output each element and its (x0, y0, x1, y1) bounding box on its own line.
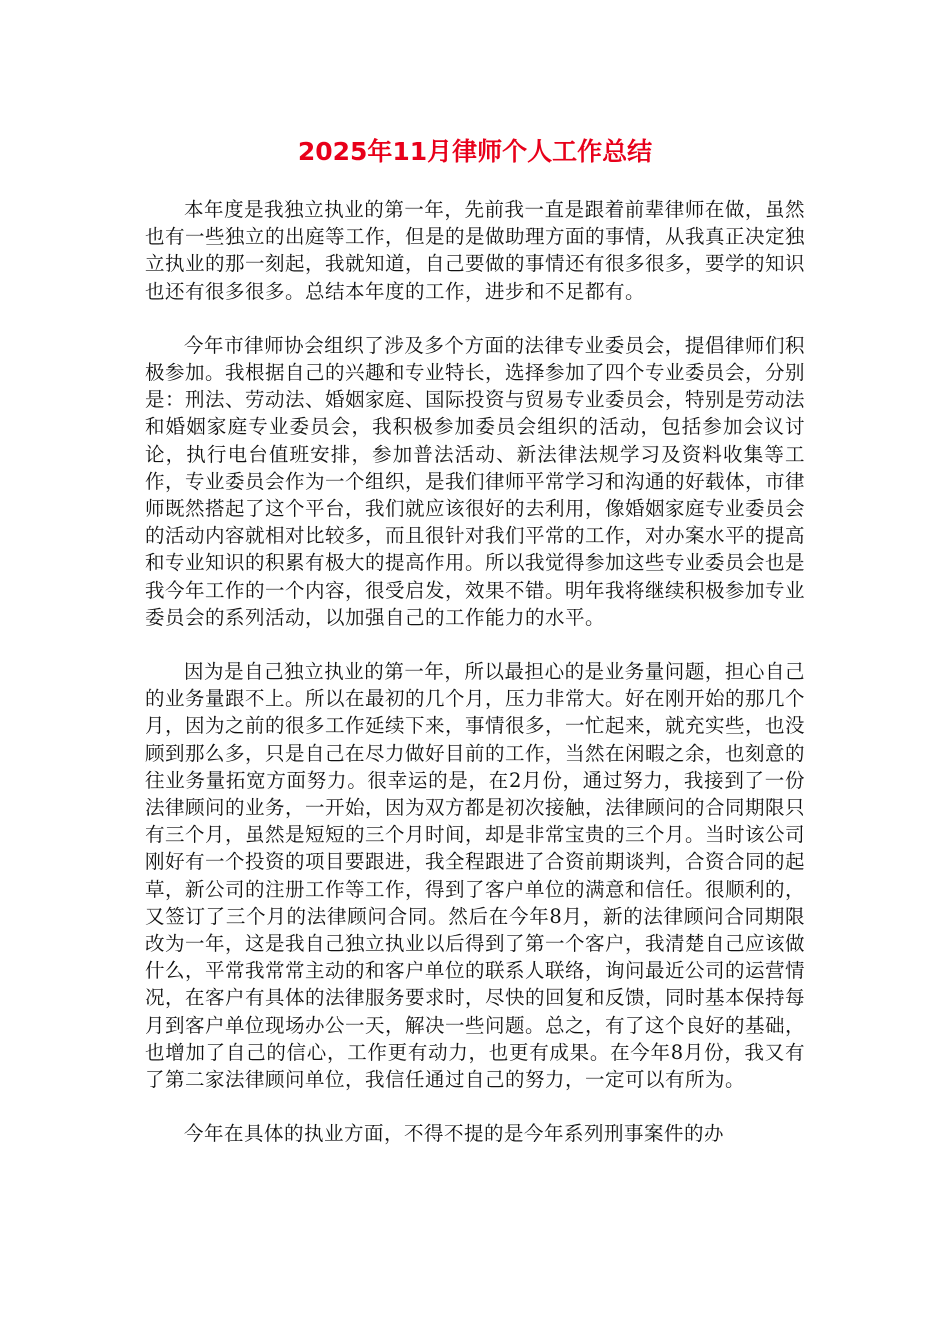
document-title: 2025年11月律师个人工作总结 (297, 137, 653, 166)
paragraph-1: 本年度是我独立执业的第一年，先前我一直是跟着前辈律师在做，虽然也有一些独立的出庭等工作，但是的是做助理方面的事情，从我真正决定独立执业的那一刻起，我就知道，自己要做的事情还有很多很多，要学的知识也还有很多很多。总结本年度的工作，进步和不足都有。 (145, 198, 806, 303)
paragraph-2: 今年市律师协会组织了涉及多个方面的法律专业委员会，提倡律师们积极参加。我根据自己的兴趣和专业特长，选择参加了四个专业委员会，分别是：刑法、劳动法、婚姻家庭、国际投资与贸易专业委员会，特别是劳动法和婚姻家庭专业委员会，我积极参加委员会组织的活动，包括参加会议讨论，执行电台值班安排，参加普法活动、新法律法规学习及资料收集等工作，专业委员会作为一个组织，是我们律师平常学习和沟通的好载体，市律师既然搭起了这个平台，我们就应该很好的去利用，像婚姻家庭专业委员会的活动内容就相对比较多，而且很针对我们平常的工作，对办案水平的提高和专业知识的积累有极大的提高作用。所以我觉得参加这些专业委员会也是我今年工作的一个内容，很受启发，效果不错。明年我将继续积极参加专业委员会的系列活动，以加强自己的工作能力的水平。 (145, 333, 806, 629)
paragraph-3: 因为是自己独立执业的第一年，所以最担心的是业务量问题，担心自己的业务量跟不上。所以在最初的几个月，压力非常大。好在刚开始的那几个月，因为之前的很多工作延续下来，事情很多，一忙起来，就充实些，也没顾到那么多，只是自己在尽力做好目前的工作，当然在闲暇之余，也刻意的往业务量拓宽方面努力。很幸运的是，在2月份，通过努力，我接到了一份法律顾问的业务，一开始，因为双方都是初次接触，法律顾问的合同期限只有三个月，虽然是短短的三个月时间，却是非常宝贵的三个月。当时该公司刚好有一个投资的项目要跟进，我全程跟进了合资前期谈判，合资合同的起草，新公司的注册工作等工作，得到了客户单位的满意和信任。很顺利的，又签订了三个月的法律顾问合同。然后在今年8月，新的法律顾问合同期限改为一年，这是我自己独立执业以后得到了第一个客户，我清楚自己应该做什么，平常我常常主动的和客户单位的联系人联络，询问最近公司的运营情况，在客户有具体的法律服务要求时，尽快的回复和反馈，同时基本保持每月到客户单位现场办公一天，解决一些问题。总之，有了这个良好的基础，也增加了自己的信心，工作更有动力，也更有成果。在今年8月份，我又有了第二家法律顾问单位，我信任通过自己的努力，一定可以有所为。 (145, 660, 806, 1092)
document-body (145, 196, 805, 1175)
paragraph-4: 今年在具体的执业方面，不得不提的是今年系列刑事案件的办 (184, 1122, 725, 1146)
